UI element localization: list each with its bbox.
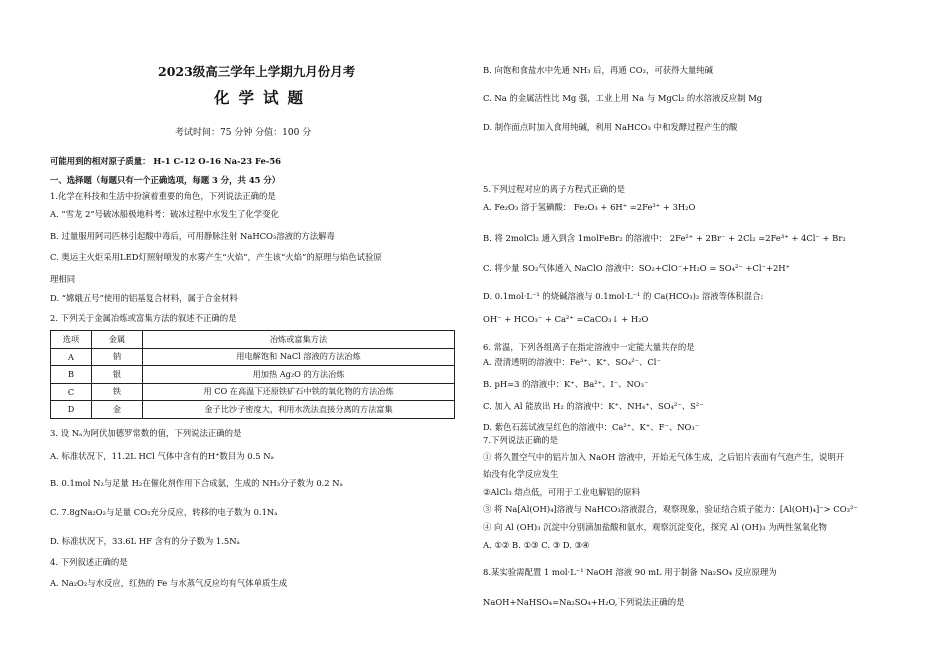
q4-option-b: B. 向饱和食盐水中先通 NH₃ 后，再通 CO₂，可获得大量纯碱 xyxy=(483,65,713,75)
question-3: 3. 设 Nₐ为阿伏加德罗常数的值，下列说法正确的是 xyxy=(50,428,242,438)
q5-option-c: C. 将少量 SO₂气体通入 NaClO 溶液中：SO₂+ClO⁻+H₂O = SO₄²⁻ +Cl⁻+2H⁺ xyxy=(483,263,791,273)
q1-option-c: C. 奥运主火炬采用LED灯照射喷发的水雾产生“火焰”，产生该“火焰”的原理与焰色试验原 xyxy=(50,252,382,262)
table-row xyxy=(51,366,455,384)
table-header-row xyxy=(51,331,455,349)
table-cell: 用加热 Ag₂O 的方法冶炼 xyxy=(143,366,455,384)
q7-statement-1-cont: 始没有化学反应发生 xyxy=(483,469,559,479)
q1-option-c-cont: 理相同 xyxy=(50,274,76,284)
q3-option-c: C. 7.8gNa₂O₂与足量 CO₂充分反应，转移的电子数为 0.1Nₐ xyxy=(50,507,278,517)
table-row xyxy=(51,401,455,419)
q1-option-a: A. “雪龙 2”号破冰船极地科考：破冰过程中水发生了化学变化 xyxy=(50,209,279,219)
table-header: 冶炼或富集方法 xyxy=(143,331,455,349)
table-cell: B xyxy=(51,366,92,384)
question-1: 1.化学在科技和生活中扮演着重要的角色，下列说法正确的是 xyxy=(50,191,276,201)
q1-option-d: D. “嫦娥五号”使用的铝基复合材料，属于合金材料 xyxy=(50,293,238,303)
table-cell: 金 xyxy=(92,401,143,419)
table-cell: 银 xyxy=(92,366,143,384)
table-row xyxy=(51,348,455,366)
table-cell: D xyxy=(51,401,92,419)
q5-option-d: D. 0.1mol·L⁻¹ 的烧碱溶液与 0.1mol·L⁻¹ 的 Ca(HCO₃)₂ 溶液等体积混合: xyxy=(483,291,764,301)
q3-option-a: A. 标准状况下，11.2L HCl 气体中含有的H⁺数目为 0.5 Nₐ xyxy=(50,451,274,461)
q6-option-b: B. pH=3 的溶液中：K⁺、Ba²⁺、I⁻、NO₃⁻ xyxy=(483,379,649,389)
question-4: 4. 下列叙述正确的是 xyxy=(50,557,128,567)
subject-title: 化学试题 xyxy=(214,88,313,107)
q6-option-a: A. 澄清透明的溶液中：Fe³⁺、K⁺、SO₄²⁻、Cl⁻ xyxy=(483,357,661,367)
q7-statement-4: ④ 向 Al (OH)₃ 沉淀中分别滴加盐酸和氨水，观察沉淀变化，探究 Al (OH)₃ 为两性氢氧化物 xyxy=(483,522,827,532)
q4-option-a: A. Na₂O₂与水反应，红热的 Fe 与水蒸气反应均有气体单质生成 xyxy=(50,578,288,588)
atomic-masses: 可能用到的相对原子质量： H-1 C-12 O-16 Na-23 Fe-56 xyxy=(50,156,281,166)
q7-statement-1: ① 将久置空气中的铝片加入 NaOH 溶液中，开始无气体生成，之后铝片表面有气泡产生，说明开 xyxy=(483,452,845,462)
q3-option-b: B. 0.1mol N₂与足量 H₂在催化剂作用下合成氨，生成的 NH₃分子数为 0.2 Nₐ xyxy=(50,478,343,488)
q7-statement-2: ②AlCl₃ 熔点低，可用于工业电解铝的原料 xyxy=(483,487,640,497)
q4-option-c: C. Na 的金属活性比 Mg 强，工业上用 Na 与 MgCl₂ 的水溶液反应制 Mg xyxy=(483,93,763,103)
q4-option-d: D. 制作面点时加入食用纯碱，利用 NaHCO₃ 中和发酵过程产生的酸 xyxy=(483,122,738,132)
q8-reaction: NaOH+NaHSO₄=Na₂SO₄+H₂O,下列说法正确的是 xyxy=(483,597,685,607)
q5-option-d-equation: OH⁻ + HCO₃⁻ + Ca²⁺ =CaCO₃↓ + H₂O xyxy=(483,314,649,324)
table-cell: A xyxy=(51,348,92,366)
q5-option-a: A. Fe₂O₃ 溶于氢碘酸： Fe₂O₃ + 6H⁺ =2Fe³⁺ + 3H₂O xyxy=(483,202,696,212)
q5-option-b: B. 将 2molCl₂ 通入到含 1molFeBr₂ 的溶液中： 2Fe²⁺ + 2Br⁻ + 2Cl₂ =2Fe³⁺ + 4Cl⁻ + Br₂ xyxy=(483,233,846,243)
question-6: 6. 常温，下列各组离子在指定溶液中一定能大量共存的是 xyxy=(483,342,695,352)
q6-option-c: C. 加入 Al 能放出 H₂ 的溶液中：K⁺、NH₄⁺、SO₄²⁻、S²⁻ xyxy=(483,401,704,411)
table-header: 金属 xyxy=(92,331,143,349)
question-2: 2. 下列关于金属冶炼或富集方法的叙述不正确的是 xyxy=(50,313,237,323)
table-row xyxy=(51,383,455,401)
q3-option-d: D. 标准状况下，33.6L HF 含有的分子数为 1.5Nₐ xyxy=(50,536,240,546)
table-header: 选项 xyxy=(51,331,92,349)
table-cell: 用电解饱和 NaCl 溶液的方法冶炼 xyxy=(143,348,455,366)
question-7: 7.下列说法正确的是 xyxy=(483,435,558,445)
metal-method-table xyxy=(50,330,455,419)
table-cell: 金子比沙子密度大，利用水洗法直接分离的方法富集 xyxy=(143,401,455,419)
question-5: 5.下列过程对应的离子方程式正确的是 xyxy=(483,184,625,194)
q1-option-b: B. 过量服用阿司匹林引起酸中毒后，可用静脉注射 NaHCO₃溶液的方法解毒 xyxy=(50,231,335,241)
q7-statement-3: ③ 将 Na[Al(OH)₄]溶液与 NaHCO₃溶液混合，观察现象，验证结合质子能力：[Al(OH)₄]⁻> CO₃²⁻ xyxy=(483,504,858,514)
q6-option-d: D. 紫色石蕊试液呈红色的溶液中：Ca²⁺、K⁺、F⁻、NO₃⁻ xyxy=(483,422,700,432)
exam-title: 2023级高三学年上学期九月份月考 xyxy=(158,64,356,79)
q7-options: A. ①② B. ①③ C. ③ D. ③④ xyxy=(483,540,590,550)
section-heading: 一、选择题（每题只有一个正确选项，每题 3 分，共 45 分） xyxy=(50,175,281,185)
table-cell: C xyxy=(51,383,92,401)
exam-time-info: 考试时间：75 分钟 分值：100 分 xyxy=(175,128,312,138)
table-cell: 用 CO 在高温下还原铁矿石中铁的氧化物的方法冶炼 xyxy=(143,383,455,401)
question-8: 8.某实验需配置 1 mol·L⁻¹ NaOH 溶液 90 mL 用于制备 Na₂SO₄ 反应原理为 xyxy=(483,567,777,577)
table-cell: 铁 xyxy=(92,383,143,401)
table-cell: 钠 xyxy=(92,348,143,366)
